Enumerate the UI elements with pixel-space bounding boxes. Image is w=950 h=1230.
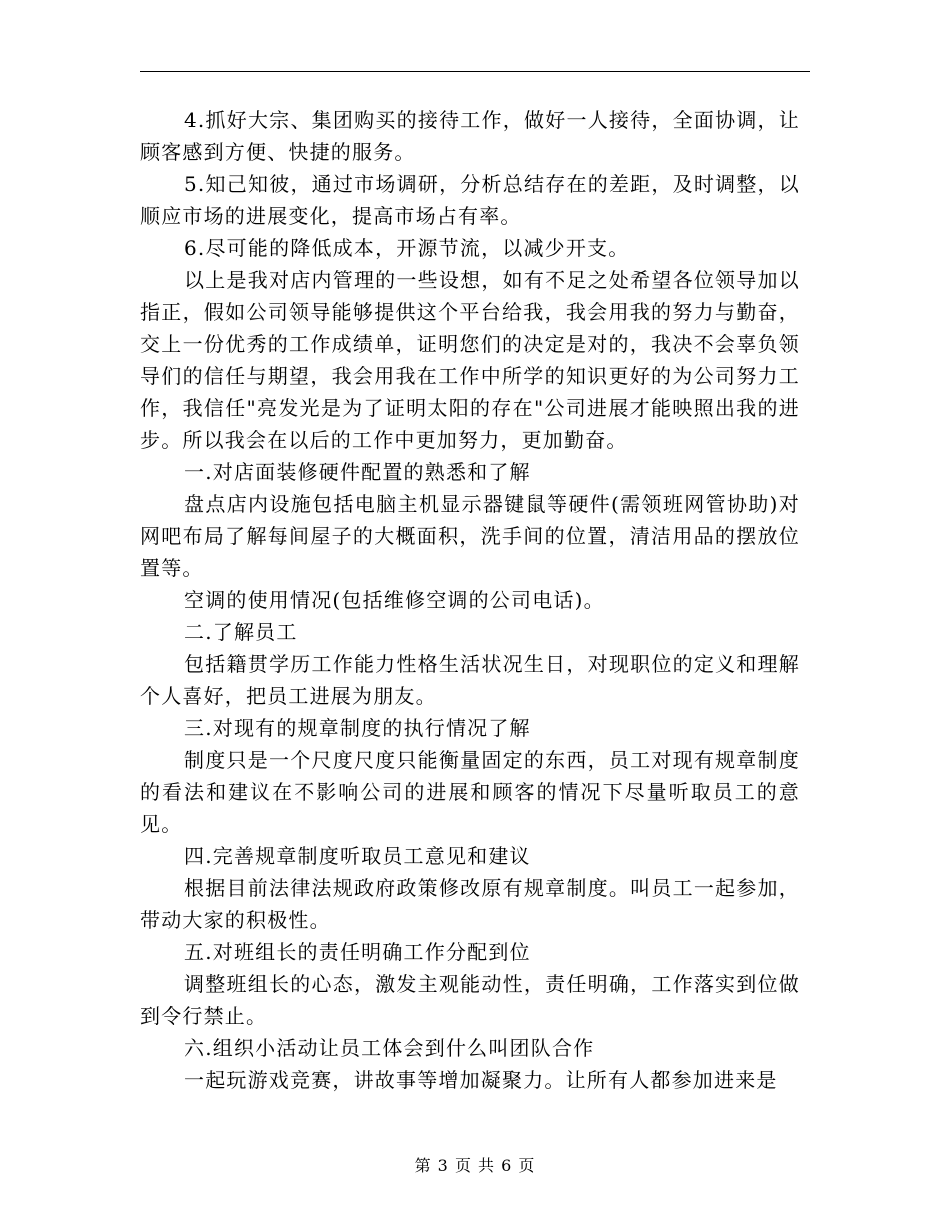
section-heading-3: 三.对现有的规章制度的执行情况了解 (184, 716, 531, 740)
section-body-4: 根据目前法律法规政府政策修改原有规章制度。叫员工一起参加，带动大家的积极性。 (140, 876, 800, 932)
paragraph-item-6: 6.尽可能的降低成本，开源节流，以减少开支。 (184, 236, 630, 260)
section-heading-1: 一.对店面装修硬件配置的熟悉和了解 (184, 460, 531, 484)
section-body-1: 盘点店内设施包括电脑主机显示器键鼠等硬件(需领班网管协助)对网吧布局了解每间屋子的大概面积，洗手间的位置，清洁用品的摆放位置等。 (140, 492, 800, 580)
section-body-2: 包括籍贯学历工作能力性格生活状况生日，对现职位的定义和理解个人喜好，把员工进展为朋友。 (140, 652, 800, 708)
section-heading-2: 二.了解员工 (184, 620, 298, 644)
header-rule (140, 71, 810, 72)
section-heading-4: 四.完善规章制度听取员工意见和建议 (184, 844, 531, 868)
section-body-5: 调整班组长的心态，激发主观能动性，责任明确，工作落实到位做到令行禁止。 (140, 972, 800, 1028)
paragraph-item-5: 5.知己知彼，通过市场调研，分析总结存在的差距，及时调整，以顺应市场的进展变化，提高市场占有率。 (140, 172, 800, 228)
section-heading-6: 六.组织小活动让员工体会到什么叫团队合作 (184, 1036, 595, 1060)
section-body-3: 制度只是一个尺度尺度只能衡量固定的东西，员工对现有规章制度的看法和建议在不影响公司的进展和顾客的情况下尽量听取员工的意见。 (140, 748, 800, 836)
paragraph-summary: 以上是我对店内管理的一些设想，如有不足之处希望各位领导加以指正，假如公司领导能够提供这个平台给我，我会用我的努力与勤奋，交上一份优秀的工作成绩单，证明您们的决定是对的，我决不会辜负领导们的信任与期望，我会用我在工作中所学的知识更好的为公司努力工作，我信任"亮发光是为了证明太阳的存在"公司进展才能映照出我的进步。所以我会在以后的工作中更加努力，更加勤奋。 (140, 268, 800, 452)
section-body-1b: 空调的使用情况(包括维修空调的公司电话)。 (184, 588, 605, 612)
paragraph-item-4: 4.抓好大宗、集团购买的接待工作，做好一人接待，全面协调，让顾客感到方便、快捷的服务。 (140, 108, 800, 164)
section-heading-5: 五.对班组长的责任明确工作分配到位 (184, 940, 531, 964)
page-number-footer: 第 3 页 共 6 页 (414, 1156, 536, 1175)
document-body (140, 104, 800, 1096)
section-body-6: 一起玩游戏竞赛，讲故事等增加凝聚力。让所有人都参加进来是 (184, 1068, 778, 1092)
